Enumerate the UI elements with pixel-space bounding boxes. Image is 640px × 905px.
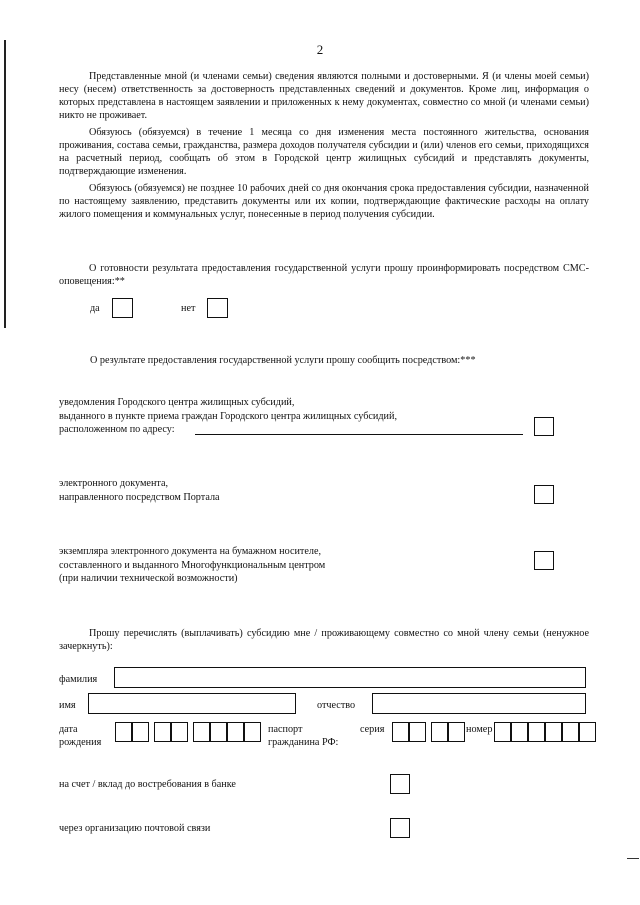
- birthdate-label-line-2: рождения: [59, 737, 102, 748]
- sms-yes-checkbox[interactable]: [112, 298, 133, 318]
- option-electronic-document: [59, 477, 220, 504]
- option-center-notice: [59, 396, 397, 437]
- birthdate-label-line-1: дата: [59, 724, 78, 735]
- postal-checkbox[interactable]: [390, 818, 410, 838]
- birthdate-cells[interactable]: [115, 722, 261, 742]
- birthdate-cell[interactable]: [227, 722, 244, 742]
- sms-no-label: нет: [181, 303, 196, 314]
- passport-label-line-1: паспорт: [268, 724, 303, 735]
- option-center-checkbox[interactable]: [534, 417, 554, 436]
- scan-corner-mark: [627, 858, 639, 859]
- sms-notification-text: О готовности результата предоставления государственной услуги прошу проинформировать посредством СМС-оповещения:**: [59, 263, 589, 287]
- number-cell[interactable]: [494, 722, 511, 742]
- surname-label: фамилия: [59, 674, 98, 685]
- paragraph-expense-obligation: Обязуюсь (обязуемся) не позднее 10 рабочих дней со дня окончания срока предоставления субсидии, назначенной по настоящему заявлению, представить документы или их копии, подтверждающие фактические расходы на оплату жилого помещения и коммунальных услуг, понесенные в период получения субсидии.: [59, 183, 589, 220]
- name-field[interactable]: [88, 693, 296, 714]
- number-label: номер: [466, 724, 493, 735]
- result-method-text: О результате предоставления государственной услуги прошу сообщить посредством:***: [90, 355, 476, 366]
- postal-label: через организацию почтовой связи: [59, 823, 211, 834]
- paragraph-accuracy: Представленные мной (и членами семьи) сведения являются полными и достоверными. Я (и члены моей семьи) несу (несем) ответственность за достоверность представленных сведений и документов. Кроме лиц, информация о которых представлена в настоящем заявлении и приложенных к нему документах, совместно со мной (и членами семьи) никто не проживает.: [59, 71, 589, 121]
- birthdate-cell[interactable]: [132, 722, 149, 742]
- surname-field[interactable]: [114, 667, 586, 688]
- number-cell[interactable]: [545, 722, 562, 742]
- birthdate-cell[interactable]: [115, 722, 132, 742]
- option-paper-line-1: экземпляра электронного документа на бумажном носителе,: [59, 546, 322, 557]
- birthdate-cell[interactable]: [171, 722, 188, 742]
- bank-account-checkbox[interactable]: [390, 774, 410, 794]
- number-cell[interactable]: [579, 722, 596, 742]
- series-cell[interactable]: [392, 722, 409, 742]
- option-electronic-line-2: направленного посредством Портала: [59, 491, 220, 503]
- bank-account-label: на счет / вклад до востребования в банке: [59, 779, 236, 790]
- option-electronic-line-1: электронного документа,: [59, 478, 169, 489]
- paragraph-change-obligation: Обязуюсь (обязуемся) в течение 1 месяца со дня изменения места постоянного жительства, основания проживания, состава семьи, гражданства, размера доходов получателя субсидии и (или) членов его семьи, приходящихся на расчетный период, сообщать об этом в Городской центр жилищных субсидий и представлять документы, подтверждающие изменения.: [59, 127, 589, 177]
- page-number: 2: [316, 42, 324, 57]
- passport-label: [268, 723, 338, 749]
- series-cell[interactable]: [409, 722, 426, 742]
- birthdate-label: [59, 723, 101, 749]
- passport-series-cells[interactable]: [392, 722, 465, 742]
- address-input-line[interactable]: [195, 434, 523, 435]
- number-cell[interactable]: [562, 722, 579, 742]
- birthdate-cell[interactable]: [210, 722, 227, 742]
- sms-yes-label: да: [90, 303, 100, 314]
- option-center-line-1: уведомления Городского центра жилищных субсидий,: [59, 397, 295, 408]
- series-cell[interactable]: [448, 722, 465, 742]
- passport-number-cells[interactable]: [494, 722, 596, 742]
- patronymic-field[interactable]: [372, 693, 586, 714]
- name-label: имя: [59, 700, 76, 711]
- series-cell[interactable]: [431, 722, 448, 742]
- series-label: серия: [360, 724, 385, 735]
- payment-request-text: Прошу перечислять (выплачивать) субсидию мне / проживающему совместно со мной члену семьи (ненужное зачеркнуть):: [59, 628, 589, 652]
- option-paper-checkbox[interactable]: [534, 551, 554, 570]
- birthdate-cell[interactable]: [244, 722, 261, 742]
- birthdate-cell[interactable]: [193, 722, 210, 742]
- scan-edge-line: [4, 40, 6, 328]
- number-cell[interactable]: [511, 722, 528, 742]
- option-center-line-3: расположенном по адресу:: [59, 424, 175, 435]
- option-paper-copy: [59, 545, 325, 586]
- number-cell[interactable]: [528, 722, 545, 742]
- option-paper-line-3: (при наличии технической возможности): [59, 573, 238, 584]
- patronymic-label: отчество: [317, 700, 356, 711]
- passport-label-line-2: гражданина РФ:: [268, 737, 339, 748]
- option-center-line-2: выданного в пункте приема граждан Городского центра жилищных субсидий,: [59, 410, 397, 422]
- birthdate-cell[interactable]: [154, 722, 171, 742]
- option-electronic-checkbox[interactable]: [534, 485, 554, 504]
- sms-no-checkbox[interactable]: [207, 298, 228, 318]
- option-paper-line-2: составленного и выданного Многофункциональным центром: [59, 559, 326, 571]
